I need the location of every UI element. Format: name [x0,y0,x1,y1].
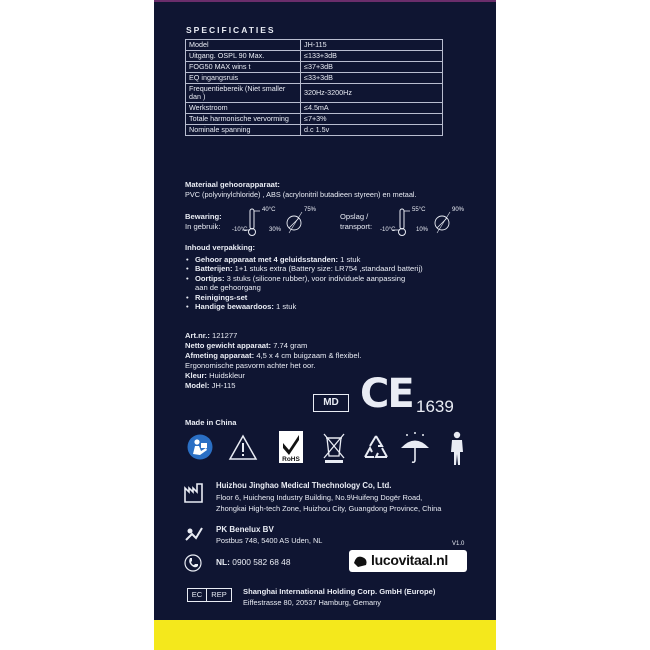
spec-heading: SPECIFICATIES [186,25,276,35]
spec-label: Uitgang. OSPL 90 Max. [186,51,301,62]
contents-title: Inhoud verpakking: [185,243,256,252]
use-temp-min: -10°C [232,227,248,233]
model [185,381,236,391]
list-item: • Batterijen: 1+1 stuks extra (Battery size: LR754 ,standaard batterij) [186,264,423,274]
table-row [186,84,443,103]
caution-icon [228,434,258,461]
read-manual-icon [187,434,213,460]
transport-temp-max: 55°C [412,207,426,213]
ce-mark: CE [360,371,413,417]
contents-list [186,255,423,311]
manufacturer-name: Huizhou Jinghao Medical Thechnology Co, Ltd. [216,481,392,490]
item-text: 3 stuks (silicone rubber), voor individuele aanpassing [224,273,406,283]
ec-rep-rep: REP [206,588,232,602]
spec-value: d.c 1.5v [301,125,443,136]
rohs-label: RoHS [282,456,300,463]
distributor-address: Postbus 748, 5400 AS Uden, NL [216,536,323,545]
spec-label: FOG50 MAX wins t [186,62,301,73]
list-item: • Oortips: 3 stuks (silicone rubber), voor individuele aanpassing [186,273,406,283]
spec-value: ≤37+3dB [301,62,443,73]
net-weight [185,341,307,351]
spec-value: 320Hz-3200Hz [301,84,443,103]
item-bold: Handige bewaardoos: [195,302,274,312]
label: Netto gewicht apparaat: [185,341,272,350]
value: 121277 [209,331,238,340]
type-b-applied-part-icon [446,431,468,467]
spec-table [185,39,443,136]
item-bold: Gehoor apparaat met 4 geluidsstanden: [195,255,339,264]
storage-use-label: Bewaring: [185,212,222,221]
storage-use-sublabel: In gebruik: [185,222,221,231]
phone-label: NL: [216,557,230,567]
material-title: Materiaal gehoorapparaat: [185,180,280,189]
manufacturer-address-line1: Floor 6, Huicheng Industry Building, No.9\Huifeng Dogër Road, [216,493,423,502]
spec-label: Totale harmonische vervorming [186,114,301,125]
value: JH-115 [209,381,236,390]
spec-value: ≤133+3dB [301,51,443,62]
storage-transport-sublabel: transport: [340,222,373,231]
transport-humidity-min: 10% [416,227,429,233]
list-item: • Handige bewaardoos: 1 stuk [186,302,297,312]
ec-rep-name: Shanghai International Holding Corp. GmbH (Europe) [243,587,436,596]
value: Huidskleur [206,371,245,380]
rohs-icon [278,430,304,464]
logo-mark-icon [352,553,370,569]
spec-value: ≤33+3dB [301,73,443,84]
item-bold: Oortips: [195,273,225,283]
ec-rep-address: Eiffestrasse 80, 20537 Hamburg, Gemany [243,598,381,607]
value: 7.74 gram [271,341,308,350]
label: Kleur: [185,371,207,380]
label: Art.nr.: [185,331,210,340]
table-row [186,62,443,73]
spec-label: EQ ingangsruis [186,73,301,84]
list-item: • Reinigings-set [186,292,248,302]
item-bold: Batterijen: [195,264,233,274]
spec-label: Frequentiebereik (Niet smaller dan ) [186,84,301,103]
spec-label: Nominale spanning [186,125,301,136]
transport-temp-min: -10°C [380,227,396,233]
color [185,371,245,381]
table-row [186,73,443,84]
top-accent-line [154,0,496,2]
distributor-name: PK Benelux BV [216,525,274,534]
item-text: aan de gehoorgang [195,283,261,293]
package-back-panel [154,0,496,650]
ec-rep-ec: EC [187,588,207,602]
table-row [186,125,443,136]
recycle-icon [360,433,392,463]
phone-icon [184,554,202,572]
table-row [186,40,443,51]
list-item: • Gehoor apparaat met 4 geluidsstanden: 1 stuk [186,255,361,264]
md-mark: MD [313,394,349,412]
phone [216,558,291,568]
spec-label: Werkstroom [186,103,301,114]
made-in-china: Made in China [185,418,237,427]
spec-value: ≤7+3% [301,114,443,125]
spec-label: Model [186,40,301,51]
keep-dry-umbrella-icon [398,431,432,465]
version-label: V1.0 [452,541,465,547]
article-number [185,331,237,341]
item-text: 1 stuk [338,255,361,264]
storage-transport-label: Opslag / [340,212,369,221]
use-humidity-min: 30% [269,227,282,233]
manufacturer-icon [184,483,204,503]
item-bold: Reinigings-set [195,292,248,302]
yellow-bottom-band [154,620,496,650]
notified-body-number: 1639 [416,397,454,416]
material-text: PVC (polyvinylchloride) , ABS (acrylonitril butadieen styreen) en metaal. [185,190,417,199]
label: Model: [185,381,210,390]
item-text: 1+1 stuks extra (Battery size: LR754 ,standaard batterij) [232,264,423,274]
lucovitaal-logo [349,550,467,572]
spec-value: ≤4.5mA [301,103,443,114]
table-row [186,114,443,125]
spec-value: JH-115 [301,40,443,51]
logo-text: lucovitaal.nl [371,552,449,568]
use-temp-max: 40°C [262,207,276,213]
distributor-icon [184,526,204,542]
value: 4,5 x 4 cm buigzaam & flexibel. [254,351,362,360]
table-row [186,51,443,62]
label: Afmeting apparaat: [185,351,255,360]
list-item-continuation [186,283,423,292]
manufacturer-address-line2: Zhongkai High-tech Zone, Huizhou City, Guangdong Province, China [216,504,442,513]
item-text: 1 stuk [273,302,297,312]
table-row [186,103,443,114]
device-size [185,351,361,361]
weee-bin-icon [322,432,346,464]
use-humidity-max: 75% [304,207,317,213]
transport-humidity-max: 90% [452,207,465,213]
ergonomic-note: Ergonomische pasvorm achter het oor. [185,361,316,370]
phone-number: 0900 582 68 48 [229,557,291,567]
